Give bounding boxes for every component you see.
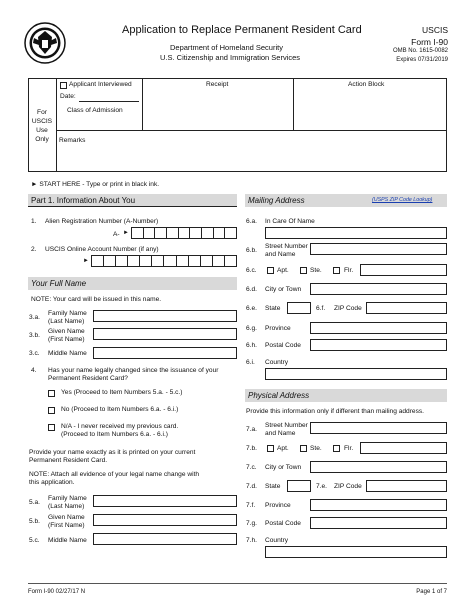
mailing-postal-label: Postal Code: [265, 342, 301, 349]
item-7h-number: 7.h.: [246, 537, 257, 544]
mailing-apt-checkbox[interactable]: [267, 267, 274, 274]
physical-postal-input[interactable]: [310, 517, 447, 529]
mailing-state-select[interactable]: [287, 302, 311, 314]
item-5a-number: 5.a.: [29, 499, 40, 506]
family-name-label: Family Name (Last Name): [48, 310, 87, 325]
physical-zip-input[interactable]: [366, 480, 447, 492]
a-number-arrow-icon: ►: [123, 230, 129, 236]
item-7e-number: 7.e.: [316, 483, 327, 490]
mailing-city-input[interactable]: [310, 283, 447, 295]
item-6b-number: 6.b.: [246, 247, 257, 254]
start-arrow-icon: ►: [31, 181, 38, 188]
item-6d-number: 6.d.: [246, 286, 257, 293]
item-6f-number: 6.f.: [316, 305, 326, 312]
physical-zip-label: ZIP Code: [334, 483, 362, 490]
item-4-number: 4.: [31, 367, 37, 374]
mailing-province-input[interactable]: [310, 322, 447, 334]
item-6c-number: 6.c.: [246, 267, 257, 274]
item-7c-number: 7.c.: [246, 464, 257, 471]
physical-province-label: Province: [265, 502, 291, 509]
mailing-postal-input[interactable]: [310, 339, 447, 351]
item-2-number: 2.: [31, 246, 37, 253]
mailing-flr-label: Flr.: [344, 267, 354, 274]
applicant-interviewed-label: Applicant Interviewed: [69, 81, 132, 88]
footer-page-number: Page 1 of 7: [416, 589, 447, 595]
card-middle-name-input[interactable]: [93, 533, 237, 545]
mailing-province-label: Province: [265, 325, 291, 332]
provide-name-instruction: Provide your name exactly as it is printed on your current Permanent Resident Card.: [29, 449, 196, 464]
in-care-of-input[interactable]: [265, 227, 447, 239]
item-3b-number: 3.b.: [29, 332, 40, 339]
physical-street-input[interactable]: [310, 422, 447, 434]
item-6h-number: 6.h.: [246, 342, 257, 349]
card-given-name-input[interactable]: [93, 514, 237, 526]
physical-apt-checkbox[interactable]: [267, 445, 274, 452]
name-change-evidence-note: NOTE: Attach all evidence of your legal name change with this application.: [29, 471, 200, 486]
class-of-admission-label: Class of Admission: [67, 107, 123, 114]
name-change-question: Has your name legally changed since the issuance of your Permanent Resident Card?: [48, 367, 219, 382]
item-7a-number: 7.a.: [246, 426, 257, 433]
remarks-label: Remarks: [59, 137, 86, 144]
physical-flr-checkbox[interactable]: [333, 445, 340, 452]
form-number: Form I-90: [411, 37, 448, 47]
physical-address-header: Physical Address: [245, 389, 447, 402]
mailing-zip-input[interactable]: [366, 302, 447, 314]
mailing-apt-label: Apt.: [277, 267, 289, 274]
given-name-input[interactable]: [93, 328, 237, 340]
mailing-country-label: Country: [265, 359, 289, 366]
card-given-name-label: Given Name (First Name): [48, 514, 85, 529]
card-middle-name-label: Middle Name: [48, 537, 87, 544]
given-name-label: Given Name (First Name): [48, 328, 85, 343]
item-5c-number: 5.c.: [29, 537, 40, 544]
department-name: Department of Homeland Security: [170, 43, 283, 52]
online-account-arrow-icon: ►: [83, 258, 89, 264]
physical-apt-label: Apt.: [277, 445, 289, 452]
online-account-input[interactable]: [91, 255, 237, 267]
action-block-label: Action Block: [348, 81, 385, 88]
omb-number: OMB No. 1615-0082: [392, 48, 448, 54]
item-3a-number: 3.a.: [29, 314, 40, 321]
a-number-label: Alien Registration Number (A-Number): [45, 218, 159, 225]
mailing-flr-checkbox[interactable]: [333, 267, 340, 274]
physical-province-input[interactable]: [310, 499, 447, 511]
mailing-unit-input[interactable]: [360, 264, 447, 276]
mailing-zip-label: ZIP Code: [334, 305, 362, 312]
name-changed-na-checkbox[interactable]: [48, 424, 55, 431]
card-family-name-input[interactable]: [93, 495, 237, 507]
physical-country-input[interactable]: [265, 546, 447, 558]
item-7f-number: 7.f.: [246, 502, 256, 509]
start-here-instruction: ► START HERE - Type or print in black ink.: [31, 181, 160, 188]
item-1-number: 1.: [31, 218, 37, 225]
family-name-input[interactable]: [93, 310, 237, 322]
uscis-side-label: For USCIS Use Only: [31, 109, 53, 143]
physical-postal-label: Postal Code: [265, 520, 301, 527]
name-issue-note: NOTE: Your card will be issued in this name.: [31, 296, 162, 303]
item-3c-number: 3.c.: [29, 350, 40, 357]
item-5b-number: 5.b.: [29, 518, 40, 525]
physical-street-label: Street Number and Name: [265, 422, 308, 437]
physical-address-note: Provide this information only if different than mailing address.: [246, 408, 425, 415]
item-6e-number: 6.e.: [246, 305, 257, 312]
a-number-input[interactable]: [131, 227, 237, 239]
mailing-city-label: City or Town: [265, 286, 302, 293]
physical-city-label: City or Town: [265, 464, 302, 471]
physical-unit-input[interactable]: [360, 442, 447, 454]
full-name-header: Your Full Name: [28, 277, 237, 290]
item-6a-number: 6.a.: [246, 218, 257, 225]
uscis-label: USCIS: [422, 25, 448, 35]
mailing-street-label: Street Number and Name: [265, 243, 308, 258]
receipt-label: Receipt: [206, 81, 229, 88]
physical-ste-label: Ste.: [310, 445, 322, 452]
item-6g-number: 6.g.: [246, 325, 257, 332]
footer-form-id: Form I-90 02/27/17 N: [28, 589, 86, 595]
name-changed-no-label: No (Proceed to Item Numbers 6.a. - 6.i.): [61, 406, 179, 413]
expiration-date: Expires 07/31/2019: [396, 57, 448, 63]
physical-state-select[interactable]: [287, 480, 311, 492]
item-7d-number: 7.d.: [246, 483, 257, 490]
mailing-country-input[interactable]: [265, 368, 447, 380]
item-7g-number: 7.g.: [246, 520, 257, 527]
footer-rule: [28, 583, 447, 584]
mailing-street-input[interactable]: [310, 243, 447, 255]
mailing-ste-checkbox[interactable]: [300, 267, 307, 274]
agency-name: U.S. Citizenship and Immigration Services: [160, 53, 301, 62]
physical-city-input[interactable]: [310, 461, 447, 473]
mailing-address-header: Mailing Address: [245, 194, 447, 207]
name-changed-na-label: N/A - I never received my previous card. (Proceed to Item Numbers 6.a. - 6.i.): [61, 423, 179, 438]
applicant-interviewed-checkbox[interactable]: [60, 82, 67, 89]
a-number-prefix: A-: [113, 231, 120, 238]
mailing-ste-label: Ste.: [310, 267, 322, 274]
physical-flr-label: Flr.: [344, 445, 354, 452]
interview-date-label: Date:: [60, 93, 76, 100]
middle-name-label: Middle Name: [48, 350, 87, 357]
form-title: Application to Replace Permanent Resident Card: [122, 24, 362, 36]
item-7b-number: 7.b.: [246, 445, 257, 452]
item-6i-number: 6.i.: [246, 359, 255, 366]
usps-zip-lookup-link[interactable]: (USPS ZIP Code Lookup): [372, 197, 433, 203]
card-family-name-label: Family Name (Last Name): [48, 495, 87, 510]
physical-ste-checkbox[interactable]: [300, 445, 307, 452]
name-changed-yes-label: Yes (Proceed to Item Numbers 5.a. - 5.c.): [61, 389, 183, 396]
physical-country-label: Country: [265, 537, 289, 544]
name-changed-no-checkbox[interactable]: [48, 407, 55, 414]
mailing-state-label: State: [265, 305, 281, 312]
middle-name-input[interactable]: [93, 347, 237, 359]
part1-header: Part 1. Information About You: [28, 194, 237, 207]
uscis-office-box: [28, 78, 447, 172]
physical-state-label: State: [265, 483, 281, 490]
in-care-of-label: In Care Of Name: [265, 218, 315, 225]
online-account-label: USCIS Online Account Number (if any): [45, 246, 159, 253]
name-changed-yes-checkbox[interactable]: [48, 390, 55, 397]
